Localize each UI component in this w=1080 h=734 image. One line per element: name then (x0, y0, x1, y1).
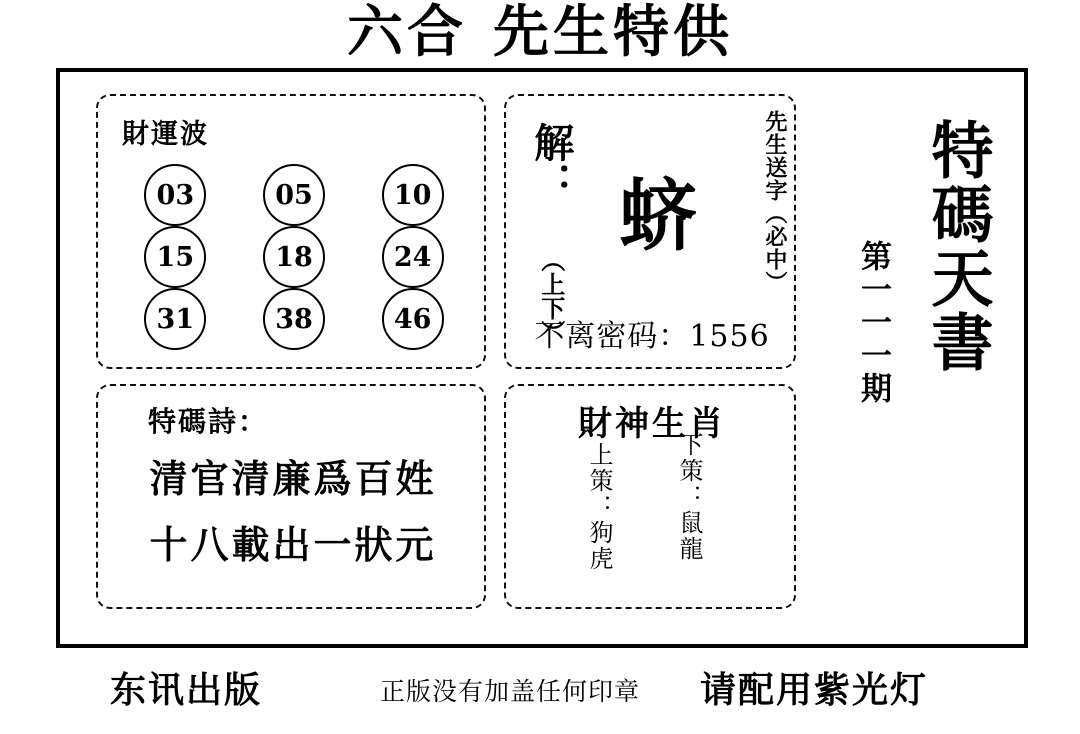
number-ball: 05 (263, 164, 325, 226)
header-title-left: 六合 (347, 0, 467, 65)
number-ball: 03 (144, 164, 206, 226)
page-footer (0, 662, 1080, 722)
zodiac-panel (504, 384, 796, 609)
number-ball: 18 (263, 226, 325, 288)
page-header (0, 2, 1080, 64)
authenticity-note: 正版没有加盖任何印章 (380, 677, 641, 706)
zodiac-lower-choice: 下策：鼠龍 (675, 432, 703, 562)
number-ball: 38 (263, 288, 325, 350)
poem-line-1: 清官清廉爲百姓 (149, 457, 437, 501)
header-title-right: 先生特供 (493, 0, 733, 65)
decode-side-note: 先生送字（必中） (762, 110, 787, 294)
uv-light-note: 请配用紫光灯 (700, 670, 929, 711)
numbers-panel (96, 94, 486, 369)
number-ball-grid (116, 164, 472, 350)
poem-panel-title: 特碼詩： (148, 405, 269, 438)
zodiac-panel-title: 財神生肖 (578, 404, 726, 444)
poem-panel (96, 384, 486, 609)
numbers-panel-title: 財運波 (122, 119, 209, 150)
publication-title: 特碼天書 (921, 118, 994, 374)
poem-line-2: 十八載出一狀元 (149, 523, 437, 567)
number-ball: 10 (382, 164, 444, 226)
main-frame (56, 68, 1028, 648)
number-ball: 31 (144, 288, 206, 350)
publisher-label: 东讯出版 (110, 670, 263, 711)
decode-character: 蛴 (618, 172, 697, 262)
number-ball: 15 (144, 226, 206, 288)
decode-panel (504, 94, 796, 369)
number-ball: 24 (382, 226, 444, 288)
number-ball: 46 (382, 288, 444, 350)
decode-label-text: 解： (527, 122, 574, 202)
decode-code-line: 不离密码：1556 (534, 319, 770, 354)
decode-sublabel-text: （上下） (536, 248, 565, 344)
zodiac-upper-choice: 上策：狗虎 (585, 442, 613, 572)
issue-number: 第一一一期 (855, 240, 891, 405)
